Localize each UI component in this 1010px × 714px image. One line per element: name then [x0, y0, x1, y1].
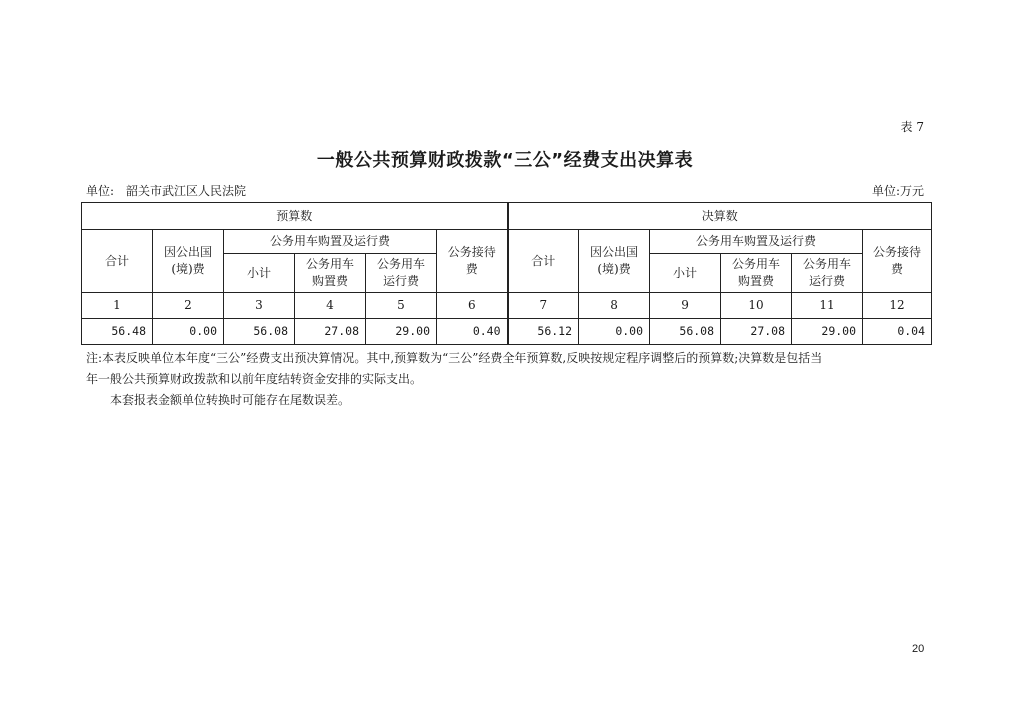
final-purchase-header: 公务用车 购置费 — [721, 254, 792, 293]
final-group-header: 决算数 — [508, 203, 932, 230]
note-line: 本套报表金额单位转换时可能存在尾数误差。 — [110, 393, 351, 407]
header-row-categories — [82, 230, 932, 254]
col-number: 11 — [792, 293, 863, 319]
budget-purchase-value: 27.08 — [295, 319, 366, 345]
budget-reception-header: 公务接待 费 — [437, 230, 508, 293]
col-number: 4 — [295, 293, 366, 319]
unit-label: 单位: — [86, 184, 115, 198]
final-total-header: 合计 — [508, 230, 579, 293]
final-subtotal-header: 小计 — [650, 254, 721, 293]
final-purchase-value: 27.08 — [721, 319, 792, 345]
header-row-groups — [82, 203, 932, 230]
final-operation-header: 公务用车 运行费 — [792, 254, 863, 293]
final-abroad-value: 0.00 — [579, 319, 650, 345]
currency-unit: 单位:万元 — [871, 184, 924, 198]
col-number: 2 — [153, 293, 224, 319]
budget-total-value: 56.48 — [82, 319, 153, 345]
final-reception-header: 公务接待 费 — [863, 230, 932, 293]
final-reception-value: 0.04 — [863, 319, 932, 345]
final-subtotal-value: 56.08 — [650, 319, 721, 345]
final-operation-value: 29.00 — [792, 319, 863, 345]
budget-total-header: 合计 — [82, 230, 153, 293]
budget-abroad-header: 因公出国 (境)费 — [153, 230, 224, 293]
col-number: 9 — [650, 293, 721, 319]
unit-info — [86, 182, 258, 199]
col-number: 8 — [579, 293, 650, 319]
data-row — [82, 319, 932, 345]
col-number: 10 — [721, 293, 792, 319]
col-number: 3 — [224, 293, 295, 319]
budget-reception-value: 0.40 — [437, 319, 508, 345]
budget-abroad-value: 0.00 — [153, 319, 224, 345]
col-number: 6 — [437, 293, 508, 319]
final-total-value: 56.12 — [508, 319, 579, 345]
budget-subtotal-value: 56.08 — [224, 319, 295, 345]
col-number: 1 — [82, 293, 153, 319]
page-number: 20 — [912, 643, 925, 655]
budget-vehicle-header: 公务用车购置及运行费 — [224, 230, 437, 254]
column-number-row — [82, 293, 932, 319]
note-line: 年一般公共预算财政拨款和以前年度结转资金安排的实际支出。 — [86, 372, 423, 386]
budget-operation-header: 公务用车 运行费 — [366, 254, 437, 293]
budget-group-header: 预算数 — [82, 203, 508, 230]
page-title: 一般公共预算财政拨款“三公”经费支出决算表 — [316, 150, 694, 171]
table-number: 表 7 — [900, 120, 924, 134]
unit-name: 韶关市武江区人民法院 — [126, 184, 247, 198]
col-number: 12 — [863, 293, 932, 319]
col-number: 7 — [508, 293, 579, 319]
col-number: 5 — [366, 293, 437, 319]
note-line: 注:本表反映单位本年度“三公”经费支出预决算情况。其中,预算数为“三公”经费全年预算数,反映按规定程序调整后的预算数;决算数是包括当 — [86, 351, 823, 365]
budget-operation-value: 29.00 — [366, 319, 437, 345]
table-notes — [86, 348, 936, 411]
three-public-expenses-table — [81, 202, 932, 345]
budget-subtotal-header: 小计 — [224, 254, 295, 293]
final-vehicle-header: 公务用车购置及运行费 — [650, 230, 863, 254]
final-abroad-header: 因公出国 (境)费 — [579, 230, 650, 293]
budget-purchase-header: 公务用车 购置费 — [295, 254, 366, 293]
